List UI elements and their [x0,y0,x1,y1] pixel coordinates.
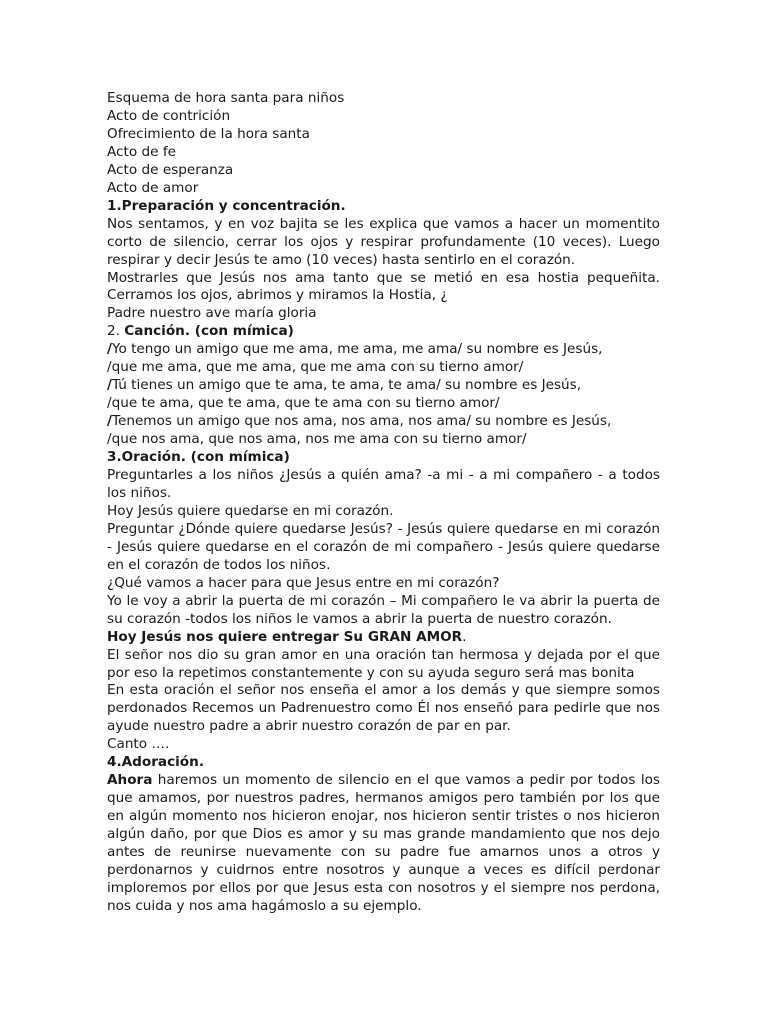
section-heading: 4.Adoración. [107,754,204,771]
list-item: Acto de esperanza [107,161,234,178]
paragraph: Nos sentamos, y en voz bajita se les explica que vamos a hacer un momentito corto de silencio, cerrar los ojos y respirar profundamente (10 veces). Luego respirar y decir Jesús te amo (10 veces) hasta sentirlo en el corazón. [107,215,660,268]
paragraph: El señor nos dio su gran amor en una oración tan hermosa y dejada por el que por eso la repetimos constantemente y con su ayuda seguro será mas bonita [107,646,660,681]
section-heading: 3.Oración. (con mímica) [107,449,290,466]
title-list [107,90,660,198]
paragraph: Ahora haremos un momento de silencio en el que vamos a pedir por todos los que amamos, por nuestros padres, hermanos amigos pero también por los que en algún momento nos hicieron enojar, nos hicieron sentir tristes o nos hicieron algún daño, por que Dios es amor y su mas grande mandamiento que nos dejo antes de reunirse nuevamente con su padre fue amarnos unos a otros y perdonarnos y cuidrnos entre nosotros y aunque a veces es difícil perdonar imploremos por ellos por que Jesus esta con nosotros y el siempre nos perdona, nos cuida y nos ama hagámoslo a su ejemplo. [107,772,660,914]
section-preparacion [107,198,660,324]
section-heading: 1.Preparación y concentración. [107,197,346,214]
song-line: /que nos ama, que nos ama, nos me ama con su tierno amor/ [107,431,527,448]
paragraph: Preguntar ¿Dónde quiere quedarse Jesús? - Jesús quiere quedarse en mi corazón - Jesús quiere quedarse en el corazón de mi compañero - Jesús quiere quedarse en el corazón de todos los niños. [107,520,660,573]
song-line: /que me ama, que me ama, que me ama con su tierno amor/ [107,359,524,376]
paragraph: En esta oración el señor nos enseña el amor a los demás y que siempre somos perdonados Recemos un Padrenuestro como Él nos enseñó para pedirle que nos ayude nuestro padre a abrir nuestro corazón de par en par. [107,682,660,735]
song-line: /que te ama, que te ama, que te ama con su tierno amor/ [107,395,500,412]
document-page [107,90,660,916]
song-line: /Tenemos un amigo que nos ama, nos ama, nos ama/ su nombre es Jesús, [107,413,612,430]
document-title: Esquema de hora santa para niños [107,90,345,106]
paragraph: Hoy Jesús quiere quedarse en mi corazón. [107,502,394,519]
paragraph: Canto …. [107,736,170,753]
emphasis-line: Hoy Jesús nos quiere entregar Su GRAN AMOR. [107,628,467,645]
paragraph: Preguntarles a los niños ¿Jesús a quién ama? -a mi - a mi compañero - a todos los niños. [107,467,660,501]
section-oracion [107,449,660,754]
paragraph: Mostrarles que Jesús nos ama tanto que se metió en esa hostia pequeñita. Cerramos los ojos, abrimos y miramos la Hostia, ¿ [107,269,660,304]
song-line: /Yo tengo un amigo que me ama, me ama, me ama/ su nombre es Jesús, [107,341,603,358]
section-heading: 2. Canción. (con mímica) [107,323,294,340]
paragraph: Padre nuestro ave maría gloria [107,305,317,322]
song-line: /Tú tienes un amigo que te ama, te ama, te ama/ su nombre es Jesús, [107,377,582,394]
list-item: Acto de amor [107,179,199,196]
paragraph: ¿Qué vamos a hacer para que Jesus entre en mi corazón? [107,574,500,591]
paragraph: Yo le voy a abrir la puerta de mi corazón – Mi compañero le va abrir la puerta de su corazón -todos los niños le vamos a abrir la puerta de nuestro corazón. [107,592,660,627]
list-item: Acto de fe [107,143,176,160]
section-cancion [107,323,660,449]
section-adoracion [107,754,660,916]
list-item: Acto de contrición [107,107,231,124]
list-item: Ofrecimiento de la hora santa [107,125,310,142]
